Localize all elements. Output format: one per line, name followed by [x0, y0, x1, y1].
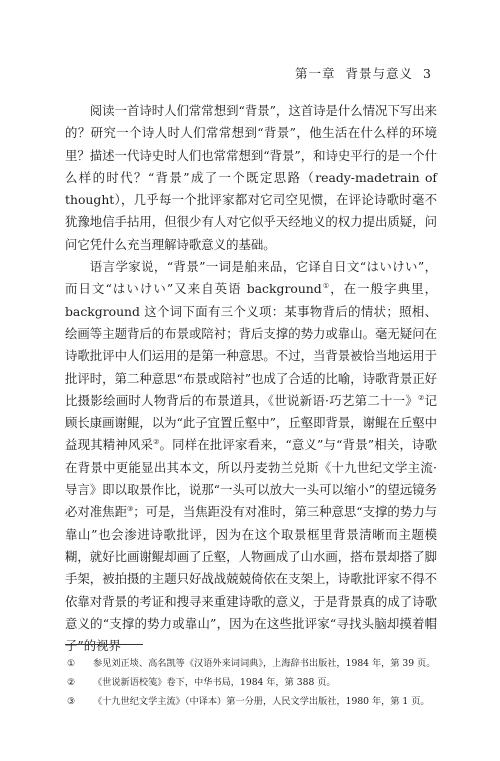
paragraph-text: 。同样在批评家看来，“意义”与“背景”相关，诗歌在背景中更能显出其本文，所以丹麦勃兰兑斯《十九世纪文学主流·导言》即以取景作比，说那“一头可以放大一头可以缩小”的望远镜务必对准焦距 [65, 437, 438, 520]
footnote [65, 654, 437, 673]
footnote-divider [65, 644, 143, 645]
footnote-number: ② [67, 677, 76, 688]
footnote-number: ① [67, 658, 76, 669]
paragraph-text: ；可是，当焦距没有对准时，第三种意思“支撑的势力与靠山”也会渗进诗歌批评，因为在这个取景框里背景清晰而主题模糊，就好比画谢鲲却画了丘壑，人物画成了山水画，搭布景却搭了脚手架，被拍摄的主题只好战战兢兢倚依在支架上，诗歌批评家不得不依靠对背景的考证和搜寻来重建诗歌的意义，于是背景真的成了诗歌意义的“支撑的势力或靠山”，因为在这些批评家“寻找头脑却摸着帽子”的视界 [65, 504, 437, 654]
paragraph-text: 记顾长康画谢鲲，以为“此子宜置丘壑中”，丘壑即背景，谢鲲在丘壑中益现其精神风采 [65, 392, 437, 453]
footnote-number: ③ [67, 696, 76, 707]
footnotes [65, 654, 437, 711]
footnote-text: 《世说新语校笺》卷下，中华书局，1984 年，第 388 页。 [93, 677, 336, 688]
footnote-marker[interactable]: ② [153, 438, 160, 447]
page-number: 3 [423, 66, 432, 81]
paragraph-text: 阅读一首诗时人们常常想到“背景”，这首诗是什么情况下写出来的？研究一个诗人时人们常常想到“背景”，他生活在什么样的环境里？描述一代诗史时人们也常常想到“背景”，和诗史平行的是一个什么样的时代？“背景”成了一个既定思路（ready-madetrain of thought），几乎每一个批评家都对它司空见惯，在评论诗歌时毫不犹豫地信手拈用，但很少有人对它似乎天经地义的权力提出质疑，问问它凭什么充当理解诗歌意义的基础。 [65, 103, 438, 252]
footnote-marker[interactable]: ③ [126, 505, 134, 514]
footnote-text: 《十九世纪文学主流》（中译本）第一分册，人民文学出版社，1980 年，第 1 页。 [93, 696, 430, 707]
footnote [65, 692, 437, 711]
footnote-marker[interactable]: ① [321, 282, 331, 291]
footnote [65, 673, 437, 692]
running-header [295, 64, 432, 82]
footnote-text: 参见刘正埮、高名凯等《汉语外来词词典》，上海辞书出版社，1984 年，第 39 页。 [93, 658, 436, 669]
chapter-number: 第一章 [295, 66, 336, 81]
paragraph-text: ，在一般字典里，background 这个词下面有三个义项：某事物背后的情状；照相、绘画等主题背后的布景或陪衬；背后支撑的势力或靠山。毫无疑问在诗歌批评中人们运用的是第一种意思。不过，当背景被恰当地运用于批评时，第二种意思“布景或陪衬”也成了合适的比喻，诗歌背景正好比摄影绘画时人物背后的布景道具，《世说新语·巧艺第二十一》 [65, 281, 437, 408]
paragraph-text: 语言学家说，“背景”一词是舶来品，它译自日文“はいけい”，而日文“はいけい”又来自英语 background [65, 259, 437, 297]
paragraph [65, 256, 437, 657]
main-text [65, 100, 437, 657]
chapter-title: 背景与意义 [345, 66, 414, 81]
paragraph [65, 100, 437, 256]
footnote-marker[interactable]: ② [418, 393, 425, 402]
